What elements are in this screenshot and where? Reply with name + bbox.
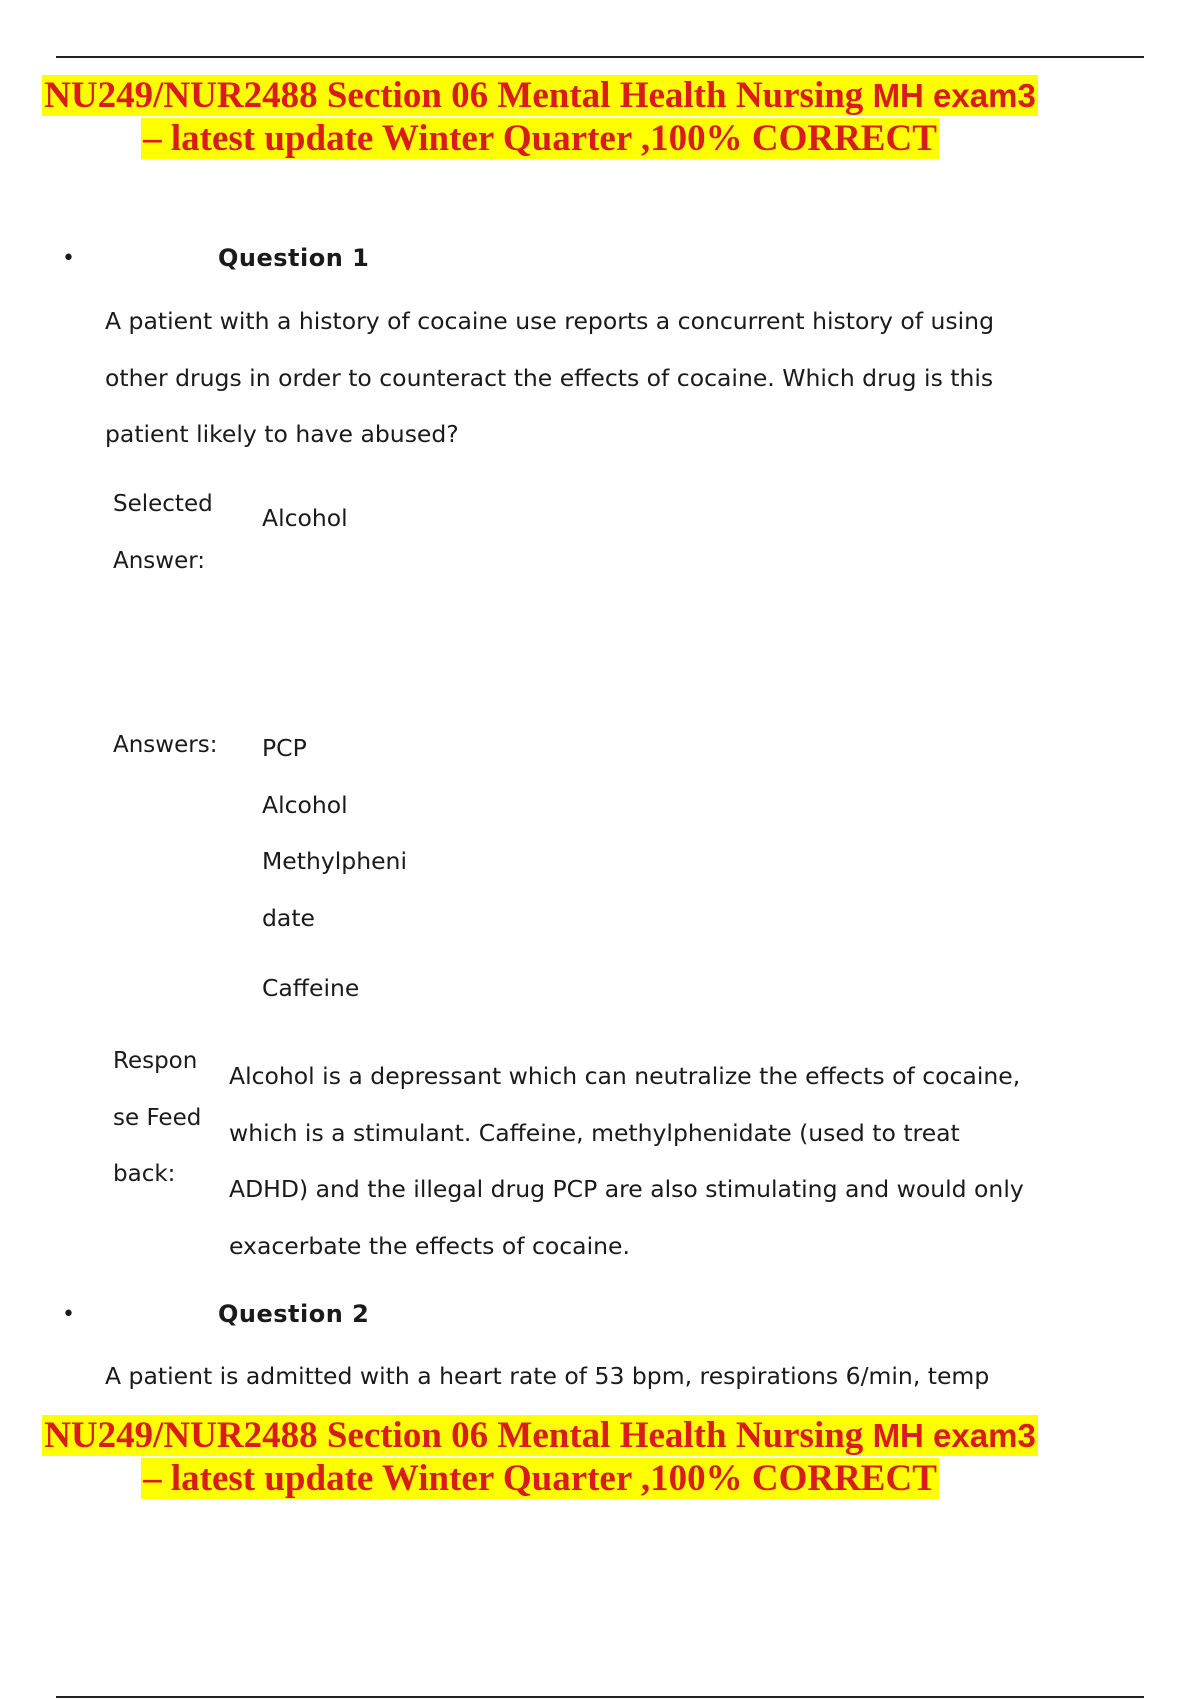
answer-option: Methylpheni date	[262, 847, 407, 932]
bottom-rule	[56, 1696, 1144, 1698]
answer-option: PCP	[262, 734, 307, 762]
answer-option: Alcohol	[262, 790, 348, 819]
answers-list	[262, 720, 412, 1017]
response-feedback-text: Alcohol is a depressant which can neutralize the effects of cocaine, which is a stimulant. Caffeine, methylphenidate (used to treat ADHD) and the illegal drug PCP are also stimulating and would only exacerbate the effects of cocaine.	[229, 1062, 1024, 1260]
page-footer-header	[40, 1414, 1040, 1500]
footer-title-exam: MH exam3	[872, 1417, 1036, 1454]
header-title: NU249/NUR2488 Section 06 Mental Health Nursing	[44, 75, 864, 116]
header-subtitle: – latest update Winter Quarter ,100% CORRECT	[143, 118, 937, 159]
question-1-title: Question 1	[218, 244, 370, 272]
header-title-exam: MH exam3	[872, 77, 1036, 114]
top-rule	[56, 56, 1144, 58]
footer-title: NU249/NUR2488 Section 06 Mental Health Nursing	[44, 1415, 864, 1456]
bullet-question-2: •	[62, 1302, 75, 1327]
selected-answer-value: Alcohol	[262, 504, 348, 532]
selected-answer-label: Selected Answer:	[113, 491, 213, 574]
question-2-title: Question 2	[218, 1300, 370, 1328]
answers-label: Answers:	[113, 732, 218, 758]
question-1-text: A patient with a history of cocaine use reports a concurrent history of using other drugs in order to counteract the effects of cocaine. Which drug is this patient likely to have abused?	[105, 307, 994, 448]
answer-option: Caffeine	[262, 974, 360, 1002]
page-header	[40, 74, 1040, 160]
footer-subtitle: – latest update Winter Quarter ,100% CORRECT	[143, 1458, 937, 1499]
bullet-question-1: •	[62, 246, 75, 271]
question-2-text: A patient is admitted with a heart rate of 53 bpm, respirations 6/min, temp	[105, 1362, 990, 1390]
response-feedback-label: Response Feedback:	[113, 1048, 202, 1187]
